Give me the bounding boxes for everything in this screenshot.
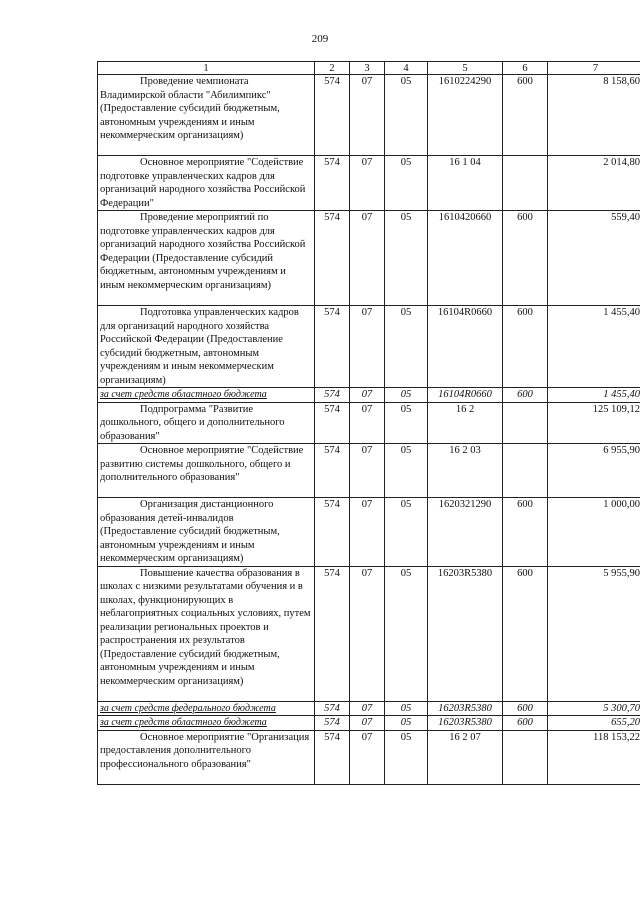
cell-c6: 600 bbox=[503, 306, 548, 388]
cell-c7: 2 014,80 bbox=[548, 156, 640, 211]
budget-table bbox=[97, 61, 640, 785]
row-name: Повышение качества образования в школах с низкими результатами обучения и в школах, функционирующих в неблагоприятных социальных условиях, путем реализации региональных проектов и распространения их результатов (Предоставление субсидий бюджетным, автономным учреждениям и иным некоммерческим организациям) bbox=[98, 566, 315, 701]
cell-c2: 574 bbox=[315, 566, 350, 701]
table-row bbox=[98, 444, 640, 498]
cell-c4: 05 bbox=[385, 75, 428, 156]
cell-c3: 07 bbox=[350, 388, 385, 403]
row-name: Основное мероприятие "Организация предоставления дополнительного профессионального образования" bbox=[98, 730, 315, 784]
cell-c4: 05 bbox=[385, 701, 428, 716]
table-row bbox=[98, 156, 640, 211]
cell-c3: 07 bbox=[350, 716, 385, 731]
page-number: 209 bbox=[311, 33, 329, 45]
cell-c7: 6 955,90 bbox=[548, 444, 640, 498]
header-cell: 2 bbox=[315, 62, 350, 75]
cell-c4: 05 bbox=[385, 730, 428, 784]
cell-c7: 118 153,22 bbox=[548, 730, 640, 784]
table-row bbox=[98, 498, 640, 567]
cell-c7: 5 955,90 bbox=[548, 566, 640, 701]
cell-c3: 07 bbox=[350, 566, 385, 701]
table-row bbox=[98, 211, 640, 306]
cell-c5: 16203R5380 bbox=[428, 716, 503, 731]
cell-c6 bbox=[503, 402, 548, 444]
row-name: Основное мероприятие "Содействие развитию системы дошкольного, общего и дополнительного образования" bbox=[98, 444, 315, 498]
cell-c2: 574 bbox=[315, 388, 350, 403]
header-cell: 1 bbox=[98, 62, 315, 75]
cell-c2: 574 bbox=[315, 156, 350, 211]
header-cell: 3 bbox=[350, 62, 385, 75]
header-cell: 5 bbox=[428, 62, 503, 75]
table-row-budget-source bbox=[98, 388, 640, 403]
cell-c5: 16203R5380 bbox=[428, 701, 503, 716]
cell-c5: 16 1 04 bbox=[428, 156, 503, 211]
row-name: Подпрограмма "Развитие дошкольного, общего и дополнительного образования" bbox=[98, 402, 315, 444]
row-name: Проведение мероприятий по подготовке управленческих кадров для организаций народного хозяйства Российской Федерации (Предоставление субсидий бюджетным, автономным учреждениям и иным некоммерческим организациям) bbox=[98, 211, 315, 306]
table-row bbox=[98, 75, 640, 156]
cell-c6: 600 bbox=[503, 701, 548, 716]
cell-c5: 16104R0660 bbox=[428, 388, 503, 403]
cell-c5: 1610420660 bbox=[428, 211, 503, 306]
cell-c5: 16 2 bbox=[428, 402, 503, 444]
cell-c4: 05 bbox=[385, 156, 428, 211]
cell-c6 bbox=[503, 156, 548, 211]
table-row bbox=[98, 730, 640, 784]
cell-c3: 07 bbox=[350, 444, 385, 498]
row-name: Подготовка управленческих кадров для организаций народного хозяйства Российской Федерации (Предоставление субсидий бюджетным, автономным учреждениям и иным некоммерческим организациям) bbox=[98, 306, 315, 388]
cell-c7: 8 158,60 bbox=[548, 75, 640, 156]
cell-c2: 574 bbox=[315, 716, 350, 731]
row-name: Организация дистанционного образования детей-инвалидов (Предоставление субсидий бюджетным, автономным учреждениям и иным некоммерческим организациям) bbox=[98, 498, 315, 567]
cell-c4: 05 bbox=[385, 388, 428, 403]
cell-c6 bbox=[503, 444, 548, 498]
cell-c3: 07 bbox=[350, 211, 385, 306]
table-row-budget-source bbox=[98, 716, 640, 731]
cell-c7: 125 109,12 bbox=[548, 402, 640, 444]
cell-c4: 05 bbox=[385, 716, 428, 731]
cell-c2: 574 bbox=[315, 730, 350, 784]
cell-c6: 600 bbox=[503, 75, 548, 156]
cell-c7: 655,20 bbox=[548, 716, 640, 731]
cell-c7: 1 455,40 bbox=[548, 388, 640, 403]
table-row bbox=[98, 306, 640, 388]
cell-c3: 07 bbox=[350, 402, 385, 444]
cell-c7: 559,40 bbox=[548, 211, 640, 306]
cell-c6: 600 bbox=[503, 211, 548, 306]
cell-c2: 574 bbox=[315, 498, 350, 567]
cell-c2: 574 bbox=[315, 701, 350, 716]
cell-c3: 07 bbox=[350, 156, 385, 211]
cell-c2: 574 bbox=[315, 211, 350, 306]
cell-c2: 574 bbox=[315, 75, 350, 156]
cell-c4: 05 bbox=[385, 444, 428, 498]
table-row bbox=[98, 402, 640, 444]
cell-c4: 05 bbox=[385, 566, 428, 701]
row-name: за счет средств областного бюджета bbox=[98, 716, 315, 731]
header-cell: 6 bbox=[503, 62, 548, 75]
cell-c5: 16 2 03 bbox=[428, 444, 503, 498]
cell-c6: 600 bbox=[503, 498, 548, 567]
cell-c4: 05 bbox=[385, 306, 428, 388]
cell-c7: 1 000,00 bbox=[548, 498, 640, 567]
cell-c2: 574 bbox=[315, 306, 350, 388]
cell-c6: 600 bbox=[503, 716, 548, 731]
header-cell: 7 bbox=[548, 62, 640, 75]
row-name: Проведение чемпионата Владимирской области "Абилимпикс" (Предоставление субсидий бюджетным, автономным учреждениям и иным некоммерческим организациям) bbox=[98, 75, 315, 156]
cell-c2: 574 bbox=[315, 444, 350, 498]
row-name: за счет средств областного бюджета bbox=[98, 388, 315, 403]
cell-c6: 600 bbox=[503, 566, 548, 701]
row-name: за счет средств федерального бюджета bbox=[98, 701, 315, 716]
cell-c4: 05 bbox=[385, 211, 428, 306]
cell-c5: 16203R5380 bbox=[428, 566, 503, 701]
cell-c5: 1620321290 bbox=[428, 498, 503, 567]
cell-c6 bbox=[503, 730, 548, 784]
table-row-budget-source bbox=[98, 701, 640, 716]
cell-c5: 1610224290 bbox=[428, 75, 503, 156]
cell-c3: 07 bbox=[350, 730, 385, 784]
cell-c3: 07 bbox=[350, 306, 385, 388]
table-row bbox=[98, 566, 640, 701]
cell-c4: 05 bbox=[385, 498, 428, 567]
cell-c7: 5 300,70 bbox=[548, 701, 640, 716]
cell-c6: 600 bbox=[503, 388, 548, 403]
cell-c3: 07 bbox=[350, 701, 385, 716]
cell-c3: 07 bbox=[350, 75, 385, 156]
cell-c7: 1 455,40 bbox=[548, 306, 640, 388]
header-cell: 4 bbox=[385, 62, 428, 75]
cell-c3: 07 bbox=[350, 498, 385, 567]
row-name: Основное мероприятие "Содействие подготовке управленческих кадров для организаций народного хозяйства Российской Федерации" bbox=[98, 156, 315, 211]
table-header-row bbox=[98, 62, 640, 75]
cell-c5: 16104R0660 bbox=[428, 306, 503, 388]
cell-c5: 16 2 07 bbox=[428, 730, 503, 784]
cell-c2: 574 bbox=[315, 402, 350, 444]
cell-c4: 05 bbox=[385, 402, 428, 444]
